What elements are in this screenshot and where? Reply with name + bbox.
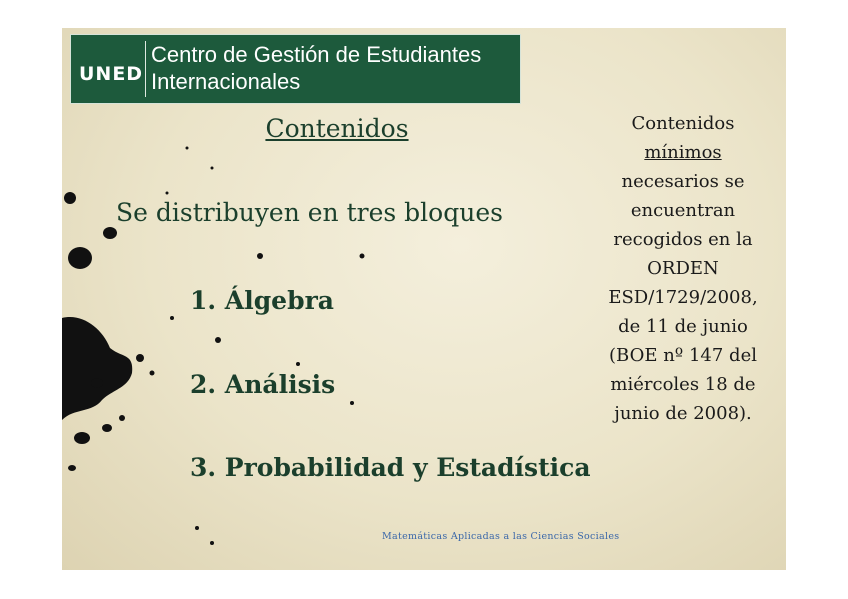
note-line: recogidos en la: [613, 229, 753, 250]
note-line: ESD/1729/2008,: [608, 287, 758, 308]
slide-title: Contenidos: [265, 114, 409, 143]
note-line: encuentran: [630, 200, 736, 221]
block-item-probabilidad: 3. Probabilidad y Estadística: [190, 453, 591, 482]
note-line: necesarios se: [621, 171, 745, 192]
note-line: junio de 2008).: [614, 403, 752, 424]
header-title-line-2: Internacionales: [151, 69, 301, 94]
note-line: Contenidos: [631, 113, 735, 134]
block-item-algebra: 1. Álgebra: [190, 286, 334, 315]
sidebar-note: [582, 109, 784, 428]
slide-lead-text: Se distribuyen en tres bloques: [116, 198, 503, 227]
note-line: de 11 de junio: [618, 316, 748, 337]
institution-header: [70, 34, 521, 104]
header-title: [151, 41, 481, 95]
logo-divider: [145, 41, 146, 97]
slide-footer: Matemáticas Aplicadas a las Ciencias Sociales: [382, 531, 620, 542]
note-line: ORDEN: [647, 258, 719, 279]
note-line-underlined: mínimos: [644, 142, 722, 163]
note-line: (BOE nº 147 del: [609, 345, 757, 366]
note-line: miércoles 18 de: [610, 374, 756, 395]
header-title-line-1: Centro de Gestión de Estudiantes: [151, 42, 482, 67]
uned-logo: UNED: [79, 63, 144, 85]
block-item-analisis: 2. Análisis: [190, 370, 336, 399]
slide: [62, 28, 786, 570]
